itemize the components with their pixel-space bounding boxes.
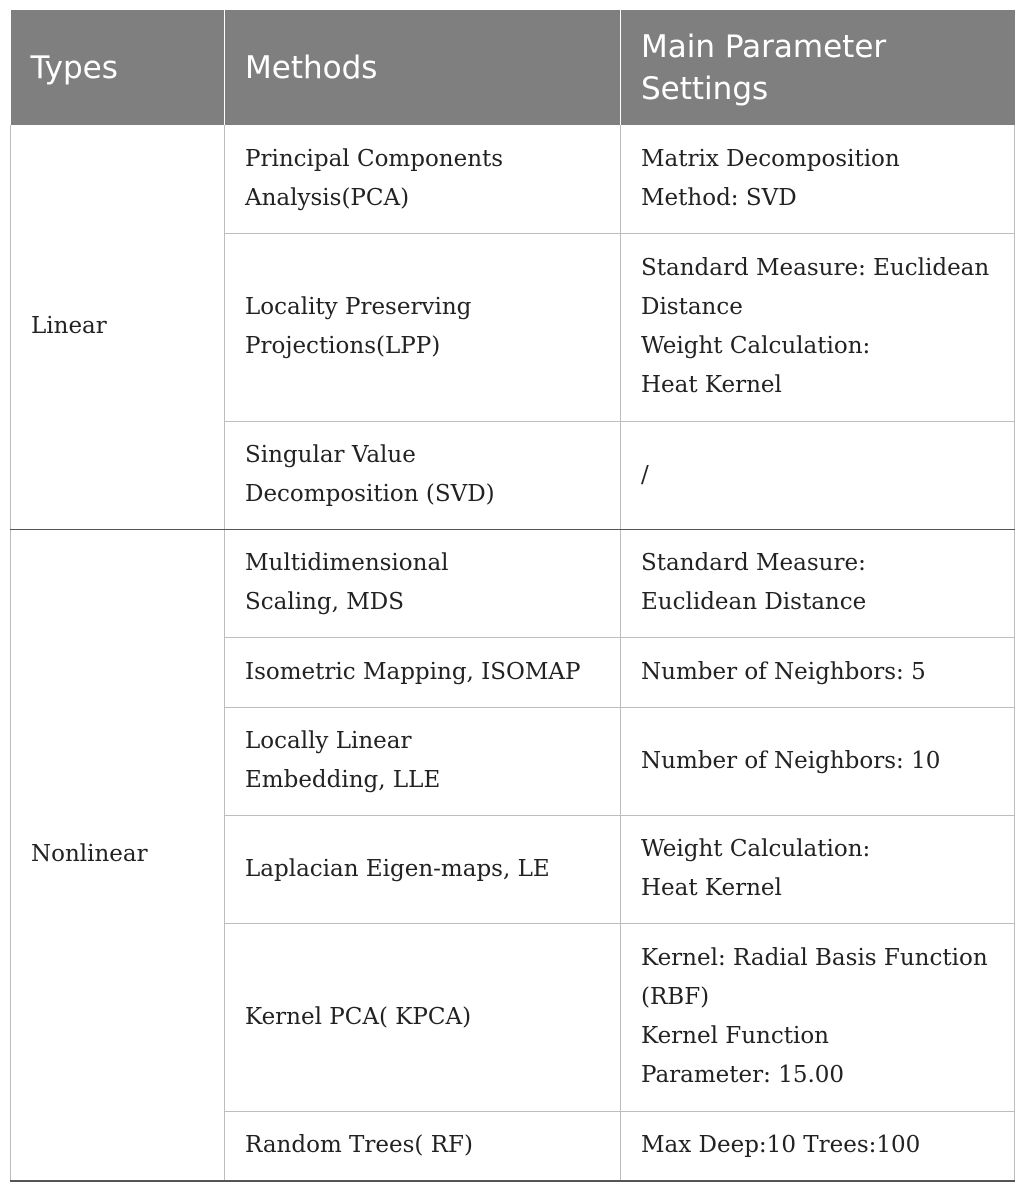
method-text-line: Random Trees( RF)	[245, 1132, 473, 1159]
params-text-line: Kernel Function	[641, 1023, 829, 1049]
method-cell	[225, 125, 621, 233]
method-text-line: Analysis(PCA)	[245, 184, 410, 211]
method-text-line: Kernel PCA( KPCA)	[245, 1003, 472, 1030]
params-text-line: Heat Kernel	[641, 372, 782, 398]
method-cell	[225, 707, 621, 815]
params-text-line: (RBF)	[641, 984, 710, 1010]
params-text-line: Weight Calculation:	[641, 836, 871, 862]
params-cell	[621, 421, 1015, 529]
params-cell	[621, 529, 1015, 637]
method-text-line: Locally Linear	[245, 728, 412, 754]
params-text-line: Heat Kernel	[641, 875, 782, 901]
type-cell	[11, 125, 225, 529]
table-row	[11, 529, 1015, 637]
method-text-line: Singular Value	[245, 442, 416, 468]
params-cell	[621, 923, 1015, 1111]
params-text-line: Weight Calculation:	[641, 333, 871, 359]
params-text-line: Kernel: Radial Basis Function	[641, 945, 988, 971]
params-cell	[621, 1111, 1015, 1181]
params-text-line: Standard Measure: Euclidean	[641, 255, 990, 281]
method-cell	[225, 637, 621, 707]
params-cell	[621, 815, 1015, 923]
methods-table	[10, 10, 1015, 1182]
table-header	[11, 10, 1015, 125]
params-text-line: Number of Neighbors: 10	[641, 747, 941, 774]
params-text-line: Parameter: 15.00	[641, 1062, 845, 1088]
type-label: Linear	[31, 313, 107, 340]
method-text-line: Decomposition (SVD)	[245, 481, 495, 507]
type-cell	[11, 529, 225, 1181]
params-text-line: Method: SVD	[641, 184, 797, 211]
method-cell	[225, 529, 621, 637]
params-text-line: Distance	[641, 294, 743, 320]
params-text-line: Matrix Decomposition	[641, 145, 900, 172]
header-methods: Methods	[225, 10, 621, 125]
params-text-line: /	[641, 461, 649, 488]
params-cell	[621, 125, 1015, 233]
method-cell	[225, 923, 621, 1111]
header-params: Main Parameter Settings	[621, 10, 1015, 125]
method-text-line: Principal Components	[245, 145, 504, 172]
params-text-line: Standard Measure:	[641, 550, 866, 576]
params-text-line: Number of Neighbors: 5	[641, 658, 926, 685]
params-text-line: Max Deep:10 Trees:100	[641, 1132, 921, 1159]
method-text-line: Multidimensional	[245, 550, 449, 576]
table-row	[11, 125, 1015, 233]
type-label: Nonlinear	[31, 841, 148, 868]
method-cell	[225, 815, 621, 923]
method-text-line: Isometric Mapping, ISOMAP	[245, 658, 581, 685]
params-cell	[621, 707, 1015, 815]
method-text-line: Projections(LPP)	[245, 333, 441, 359]
params-cell	[621, 637, 1015, 707]
header-row	[11, 10, 1015, 125]
method-text-line: Embedding, LLE	[245, 767, 441, 793]
params-text-line: Euclidean Distance	[641, 589, 867, 615]
method-text-line: Locality Preserving	[245, 294, 472, 320]
method-text-line: Laplacian Eigen-maps, LE	[245, 855, 550, 882]
params-cell	[621, 233, 1015, 421]
method-text-line: Scaling, MDS	[245, 589, 404, 615]
header-types: Types	[11, 10, 225, 125]
method-cell	[225, 421, 621, 529]
method-cell	[225, 1111, 621, 1181]
table-body	[11, 125, 1015, 1181]
method-cell	[225, 233, 621, 421]
